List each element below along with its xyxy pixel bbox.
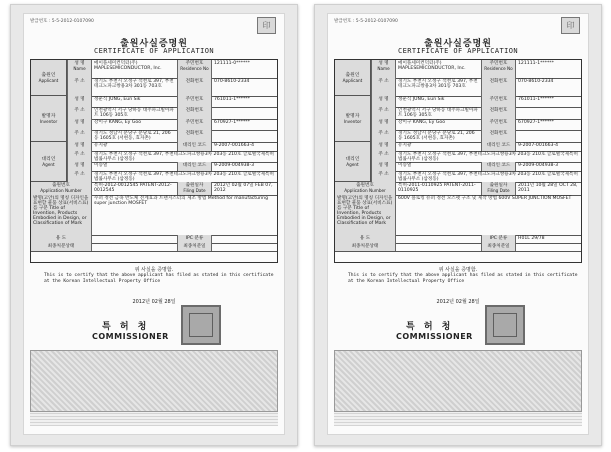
inventor-group-label: 발명자 Inventor — [31, 96, 67, 142]
table-row: 주 소 경기도 성남시 분당구 분당로 21, 206동 1605호 (서현동, 효자촌) 전화번호 — [67, 130, 277, 143]
inventor-address: 인천광역시 서구 당하동 대주파크빌아파트 106동 305호 — [395, 107, 481, 119]
table-row: 발명(고안)의 명칭 디자인을 표현할 물품 상표(서비스표)를 구분 Title of Invention, Products Embodied in Design, or Classification of Mark 수퍼 정션 금속 반도체 전계효과 트랜지스터의 제조 방법 Method for manufacturing super junction MOSFET — [31, 195, 277, 236]
official-stamp — [485, 305, 525, 345]
certificate-photo-left — [10, 4, 298, 446]
certification-title: 위 사실을 증명함. — [134, 267, 174, 273]
table-row: 최종처분상태 최종처분일 — [335, 243, 581, 252]
applicant-resident: 121111-0****** — [211, 60, 277, 78]
table-row: 주 소 경기도 성남시 분당구 분당로 21, 206동 1605호 (서현동, 효자촌) 전화번호 — [371, 130, 581, 143]
applicant-name: 메이플세미컨덕터(주) MAPLESEMICONDUCTOR, Inc. — [395, 60, 481, 78]
title-english: CERTIFICATE OF APPLICATION — [94, 47, 214, 55]
certification-title: 위 사실을 증명함. — [438, 267, 478, 273]
agent-name: 유지광 — [91, 142, 177, 151]
certificate-table — [30, 59, 278, 263]
office-name: 특 허 청 — [406, 322, 454, 332]
footer-notes — [334, 412, 582, 426]
table-row: 출원번호 Application Number 특허-2011-0110925 PATENT-2011-0110925 출원일자 Filing Date 2011년 10월 28일 OCT 28, 2011 — [335, 182, 581, 196]
table-row: 주 소 경기도 부천시 오정구 석천로 397, 부천테크노파크쌍용3차 301동 703호 전화번호 070-8610-2334 — [67, 78, 277, 97]
table-row: 성 명 유지광 대리인 코드 9-2007-001663-4 — [67, 142, 277, 152]
agent-name: 이승열 — [395, 162, 481, 171]
table-row: 성 명 Name 메이플세미컨덕터(주) MAPLESEMICONDUCTOR, Inc. 주민번호 Residence No 121111-0****** — [67, 60, 277, 79]
agent-address: 경기도 부천시 오정구 석천로 397, 부천테크노파크쌍용3차 203동 210호 글로벌국제특허법률사무소 (삼정동) — [395, 171, 581, 182]
certificate-document — [327, 13, 589, 435]
table-row: 성 명 정운식 JUNG, Eun Sik 주민번호 761011-1****** — [67, 96, 277, 108]
seal-mark: 印 — [561, 17, 580, 34]
table-row: 성 명 정운식 JUNG, Eun Sik 주민번호 761011-1****** — [371, 96, 581, 108]
title-korean: 출원사실증명원 — [120, 39, 188, 49]
agent-address: 경기도 부천시 오정구 석천로 397, 부천테크노파크쌍용3차 203동 210호 글로벌국제특허법률사무소 (삼정동) — [91, 151, 277, 162]
title-korean: 출원사실증명원 — [424, 39, 492, 49]
inventor-address: 인천광역시 서구 당하동 대주파크빌아파트 106동 305호 — [91, 107, 177, 119]
inventor-resident: 670927-1****** — [515, 119, 581, 130]
applicant-phone: 070-8610-2334 — [515, 78, 581, 96]
commissioner-title: COMMISSIONER — [396, 332, 473, 341]
inventor-name: 강이구 KANG, Ey Goo — [91, 119, 177, 130]
inventor-name: 강이구 KANG, Ey Goo — [395, 119, 481, 130]
certification-text: This is to certify that the above applicant has filed as stated in this certificate at the Korean Intellectual Property Office — [44, 273, 274, 284]
certificate-table — [334, 59, 582, 263]
applicant-address: 경기도 부천시 오정구 석천로 397, 부천테크노파크쌍용3차 301동 703호 — [91, 78, 177, 96]
issue-number: 발급번호 : 5-5-2012-0107090 — [334, 19, 398, 24]
table-row: 성 명 이승열 대리인 코드 9-2009-004938-3 — [67, 162, 277, 172]
table-row: 주 소 인천광역시 서구 당하동 대주파크빌아파트 106동 305호 전화번호 — [67, 107, 277, 120]
applicant-resident: 121111-1****** — [515, 60, 581, 78]
issue-number: 발급번호 : 5-5-2012-0107090 — [30, 19, 94, 24]
application-number: 특허-2011-0110925 PATENT-2011-0110925 — [395, 182, 481, 195]
agent-group-label: 대리인 Agent — [31, 142, 67, 182]
inventor-address: 경기도 성남시 분당구 분당로 21, 206동 1605호 (서현동, 효자촌) — [395, 130, 481, 142]
invention-title: 600V 블로킹 슈퍼 정션 모스펫 구조 및 제작 방법 600V SUPER JUNCTION MOSFET — [395, 195, 581, 235]
office-name: 특 허 청 — [102, 322, 150, 332]
agent-address: 경기도 부천시 오정구 석천로 397, 부천테크노파크쌍용3차 203동 210호 글로벌국제특허법률사무소 (삼정동) — [395, 151, 581, 162]
title-english: CERTIFICATE OF APPLICATION — [398, 47, 518, 55]
applicant-address: 경기도 부천시 오정구 석천로 397, 부천테크노파크쌍용3차 301동 703호 — [395, 78, 481, 96]
inventor-group-label: 발명자 Inventor — [335, 96, 371, 142]
official-stamp — [181, 305, 221, 345]
agent-group-label: 대리인 Agent — [335, 142, 371, 182]
table-row: 용 도 IPC 분류 H01L 29/78 — [335, 235, 581, 244]
agent-address: 경기도 부천시 오정구 석천로 397, 부천테크노파크쌍용3차 203동 210호 글로벌국제특허법률사무소 (삼정동) — [91, 171, 277, 182]
agent-code: 9-2007-001663-4 — [211, 142, 277, 151]
applicant-group-label: 출원인 Applicant — [31, 60, 67, 96]
table-row: 성 명 강이구 KANG, Ey Goo 주민번호 670927-1****** — [371, 119, 581, 131]
inventor-resident: 761011-1****** — [515, 96, 581, 107]
table-row: 성 명 유지광 대리인 코드 9-2007-001663-4 — [371, 142, 581, 152]
application-number: 특허-2012-0012545 PATENT-2012-0012545 — [91, 182, 177, 195]
applicant-name: 메이플세미컨덕터(주) MAPLESEMICONDUCTOR, Inc. — [91, 60, 177, 78]
agent-name: 이승열 — [91, 162, 177, 171]
security-pattern — [334, 350, 582, 412]
applicant-phone: 070-8610-2334 — [211, 78, 277, 96]
agent-code: 9-2009-004938-3 — [515, 162, 581, 171]
inventor-name: 정운식 JUNG, Eun Sik — [91, 96, 177, 107]
security-pattern — [30, 350, 278, 412]
table-row: 출원번호 Application Number 특허-2012-0012545 PATENT-2012-0012545 출원일자 Filing Date 2012년 02월 07일 FEB 07, 2012 — [31, 182, 277, 196]
issue-date: 2012년 02월 28일 — [132, 299, 176, 305]
agent-code: 9-2009-004938-3 — [211, 162, 277, 171]
table-row: 성 명 강이구 KANG, Ey Goo 주민번호 670927-1****** — [67, 119, 277, 131]
table-row: 최종처분상태 최종처분일 — [31, 243, 277, 252]
invention-title: 수퍼 정션 금속 반도체 전계효과 트랜지스터의 제조 방법 Method for manufacturing super junction MOSFET — [91, 195, 277, 235]
table-row: 발명(고안)의 명칭 디자인을 표현할 물품 상표(서비스표)를 구분 Title of Invention, Products Embodied in Design, or Classification of Mark 600V 블로킹 슈퍼 정션 모스펫 구조 및 제작 방법 600V SUPER JUNCTION MOSFET — [335, 195, 581, 236]
agent-code: 9-2007-001663-4 — [515, 142, 581, 151]
commissioner-title: COMMISSIONER — [92, 332, 169, 341]
filing-date: 2011년 10월 28일 OCT 28, 2011 — [515, 182, 581, 195]
certificate-photo-right — [314, 4, 602, 446]
inventor-resident: 761011-1****** — [211, 96, 277, 107]
table-row: 주 소 경기도 부천시 오정구 석천로 397, 부천테크노파크쌍용3차 203동 210호 글로벌국제특허법률사무소 (삼정동) — [371, 151, 581, 163]
certificate-document — [23, 13, 285, 435]
table-row: 주 소 경기도 부천시 오정구 석천로 397, 부천테크노파크쌍용3차 203동 210호 글로벌국제특허법률사무소 (삼정동) — [67, 151, 277, 163]
inventor-resident: 670927-1****** — [211, 119, 277, 130]
inventor-address: 경기도 성남시 분당구 분당로 21, 206동 1605호 (서현동, 효자촌) — [91, 130, 177, 142]
footer-notes — [30, 412, 278, 426]
issue-date: 2012년 02월 28일 — [436, 299, 480, 305]
table-row: 주 소 경기도 부천시 오정구 석천로 397, 부천테크노파크쌍용3차 203동 210호 글로벌국제특허법률사무소 (삼정동) — [371, 171, 581, 183]
inventor-name: 정운식 JUNG, Eun Sik — [395, 96, 481, 107]
table-row: 주 소 경기도 부천시 오정구 석천로 397, 부천테크노파크쌍용3차 301동 703호 전화번호 070-8610-2334 — [371, 78, 581, 97]
table-row: 주 소 인천광역시 서구 당하동 대주파크빌아파트 106동 305호 전화번호 — [371, 107, 581, 120]
applicant-group-label: 출원인 Applicant — [335, 60, 371, 96]
filing-date: 2012년 02월 07일 FEB 07, 2012 — [211, 182, 277, 195]
certification-text: This is to certify that the above applicant has filed as stated in this certificate at the Korean Intellectual Property Office — [348, 273, 578, 284]
table-row: 성 명 이승열 대리인 코드 9-2009-004938-3 — [371, 162, 581, 172]
ipc-value: H01L 29/78 — [515, 235, 581, 243]
table-row: 용 도 IPC 분류 — [31, 235, 277, 244]
table-row: 성 명 Name 메이플세미컨덕터(주) MAPLESEMICONDUCTOR, Inc. 주민번호 Residence No 121111-1****** — [371, 60, 581, 79]
table-row: 주 소 경기도 부천시 오정구 석천로 397, 부천테크노파크쌍용3차 203동 210호 글로벌국제특허법률사무소 (삼정동) — [67, 171, 277, 183]
seal-mark: 印 — [257, 17, 276, 34]
ipc-value — [211, 235, 277, 243]
agent-name: 유지광 — [395, 142, 481, 151]
